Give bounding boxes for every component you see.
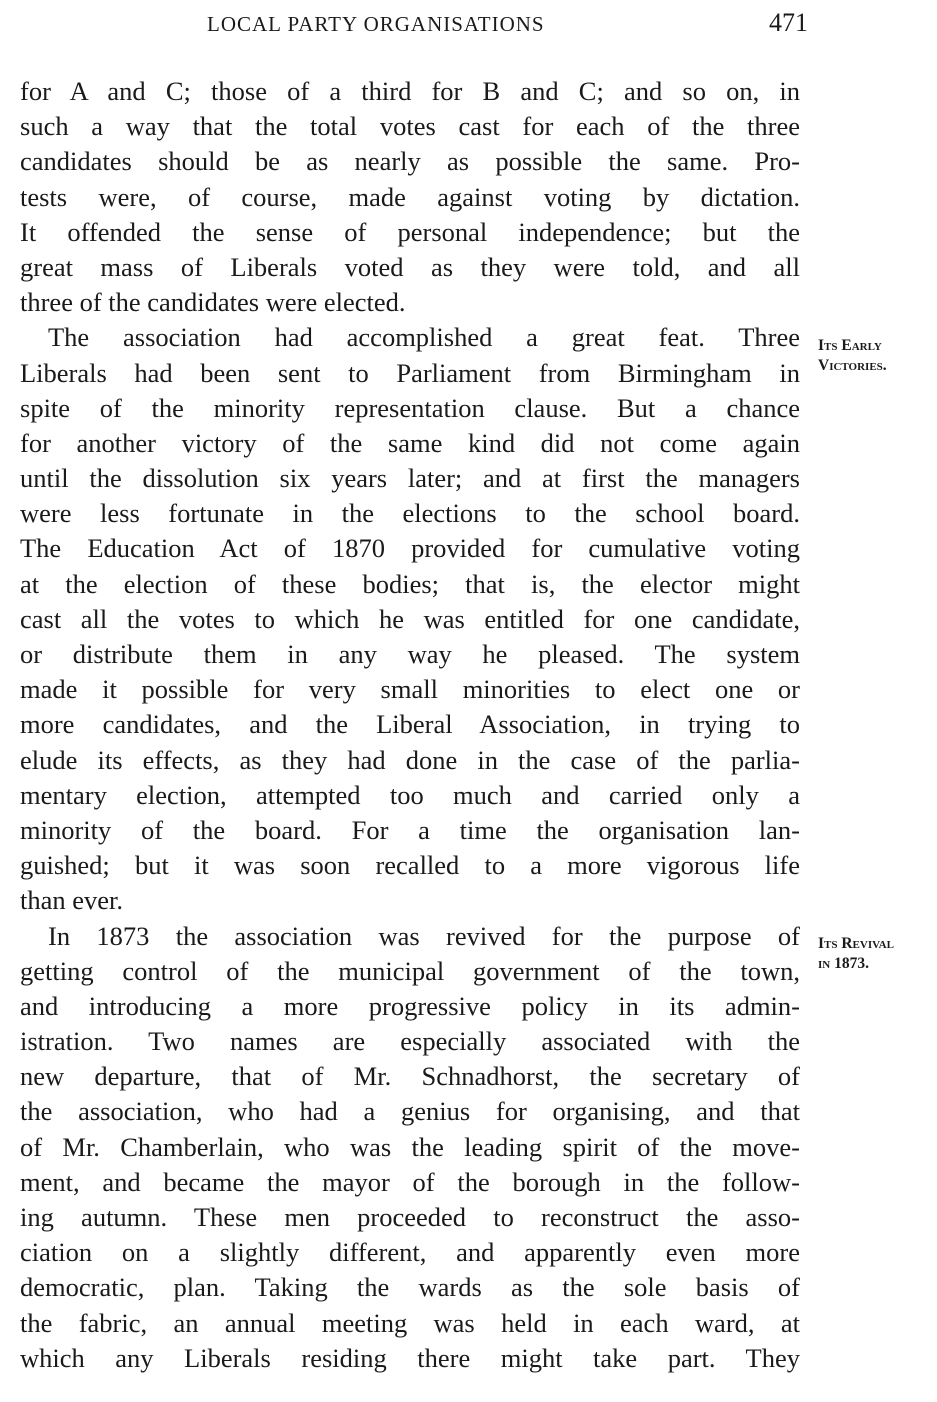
body-text (20, 74, 800, 1376)
text-line: of Mr. Chamberlain, who was the leading spirit of the move- (20, 1131, 800, 1162)
text-line: ment, and became the mayor of the borough in the follow- (20, 1166, 800, 1197)
text-line: democratic, plan. Taking the wards as the sole basis of (20, 1272, 800, 1303)
text-line: minority of the board. For a time the organisation lan- (20, 814, 800, 845)
text-line: at the election of these bodies; that is, the elector might (20, 568, 800, 599)
text-line: great mass of Liberals voted as they were told, and all (20, 251, 800, 282)
text-line: more candidates, and the Liberal Association, in trying to (20, 709, 800, 740)
text-line: or distribute them in any way he pleased. The system (20, 639, 800, 669)
text-line: which any Liberals residing there might take part. They (20, 1342, 800, 1373)
text-line: spite of the minority representation clause. But a chance (20, 392, 800, 423)
text-line: elude its effects, as they had done in the case of the parlia- (20, 744, 800, 775)
text-line: It offended the sense of personal independence; but the (20, 216, 800, 247)
text-line: Liberals had been sent to Parliament from Birmingham in (20, 357, 800, 388)
text-line: The Education Act of 1870 provided for cumulative voting (20, 533, 800, 564)
text-line: such a way that the total votes cast for each of the three (20, 111, 800, 142)
text-line: were less fortunate in the elections to the school board. (20, 498, 800, 529)
text-line: for A and C; those of a third for B and C; and so on, in (20, 76, 800, 106)
page-number: 471 (769, 8, 808, 37)
paragraph-start-line: The association had accomplished a great feat. Three (48, 322, 800, 353)
text-line: until the dissolution six years later; and at first the managers (20, 463, 800, 494)
text-line: mentary election, attempted too much and carried only a (20, 779, 800, 810)
text-line: the association, who had a genius for organising, and that (20, 1096, 800, 1127)
sidenote-revival-1873 (818, 934, 933, 974)
text-line: cast all the votes to which he was entitled for one candidate, (20, 603, 800, 634)
text-line: candidates should be as nearly as possible the same. Pro- (20, 146, 800, 177)
text-line: istration. Two names are especially associated with the (20, 1026, 800, 1057)
sidenote-line: Its Revival (818, 935, 894, 952)
sidenote-line: Victories. (818, 357, 887, 374)
text-line: three of the candidates were elected. (20, 287, 406, 318)
text-line: tests were, of course, made against voting by dictation. (20, 181, 800, 212)
sidenote-line: in 1873. (818, 955, 869, 972)
text-line: made it possible for very small minorities to elect one or (20, 674, 800, 705)
running-title: LOCAL PARTY ORGANISATIONS (207, 12, 545, 36)
sidenote-early-victories (818, 336, 933, 376)
sidenote-line: Its Early (818, 337, 882, 354)
text-line: for another victory of the same kind did not come again (20, 427, 800, 458)
text-line: ing autumn. These men proceeded to reconstruct the asso- (20, 1202, 800, 1232)
text-line: ciation on a slightly different, and apparently even more (20, 1237, 800, 1268)
paragraph-start-line: In 1873 the association was revived for the purpose of (48, 920, 800, 951)
running-head (200, 8, 810, 42)
text-line: guished; but it was soon recalled to a more vigorous life (20, 850, 800, 881)
text-line: the fabric, an annual meeting was held in each ward, at (20, 1307, 800, 1338)
text-line: than ever. (20, 885, 124, 916)
text-line: getting control of the municipal government of the town, (20, 955, 800, 986)
text-line: new departure, that of Mr. Schnadhorst, the secretary of (20, 1061, 800, 1092)
text-line: and introducing a more progressive policy in its admin- (20, 990, 800, 1021)
